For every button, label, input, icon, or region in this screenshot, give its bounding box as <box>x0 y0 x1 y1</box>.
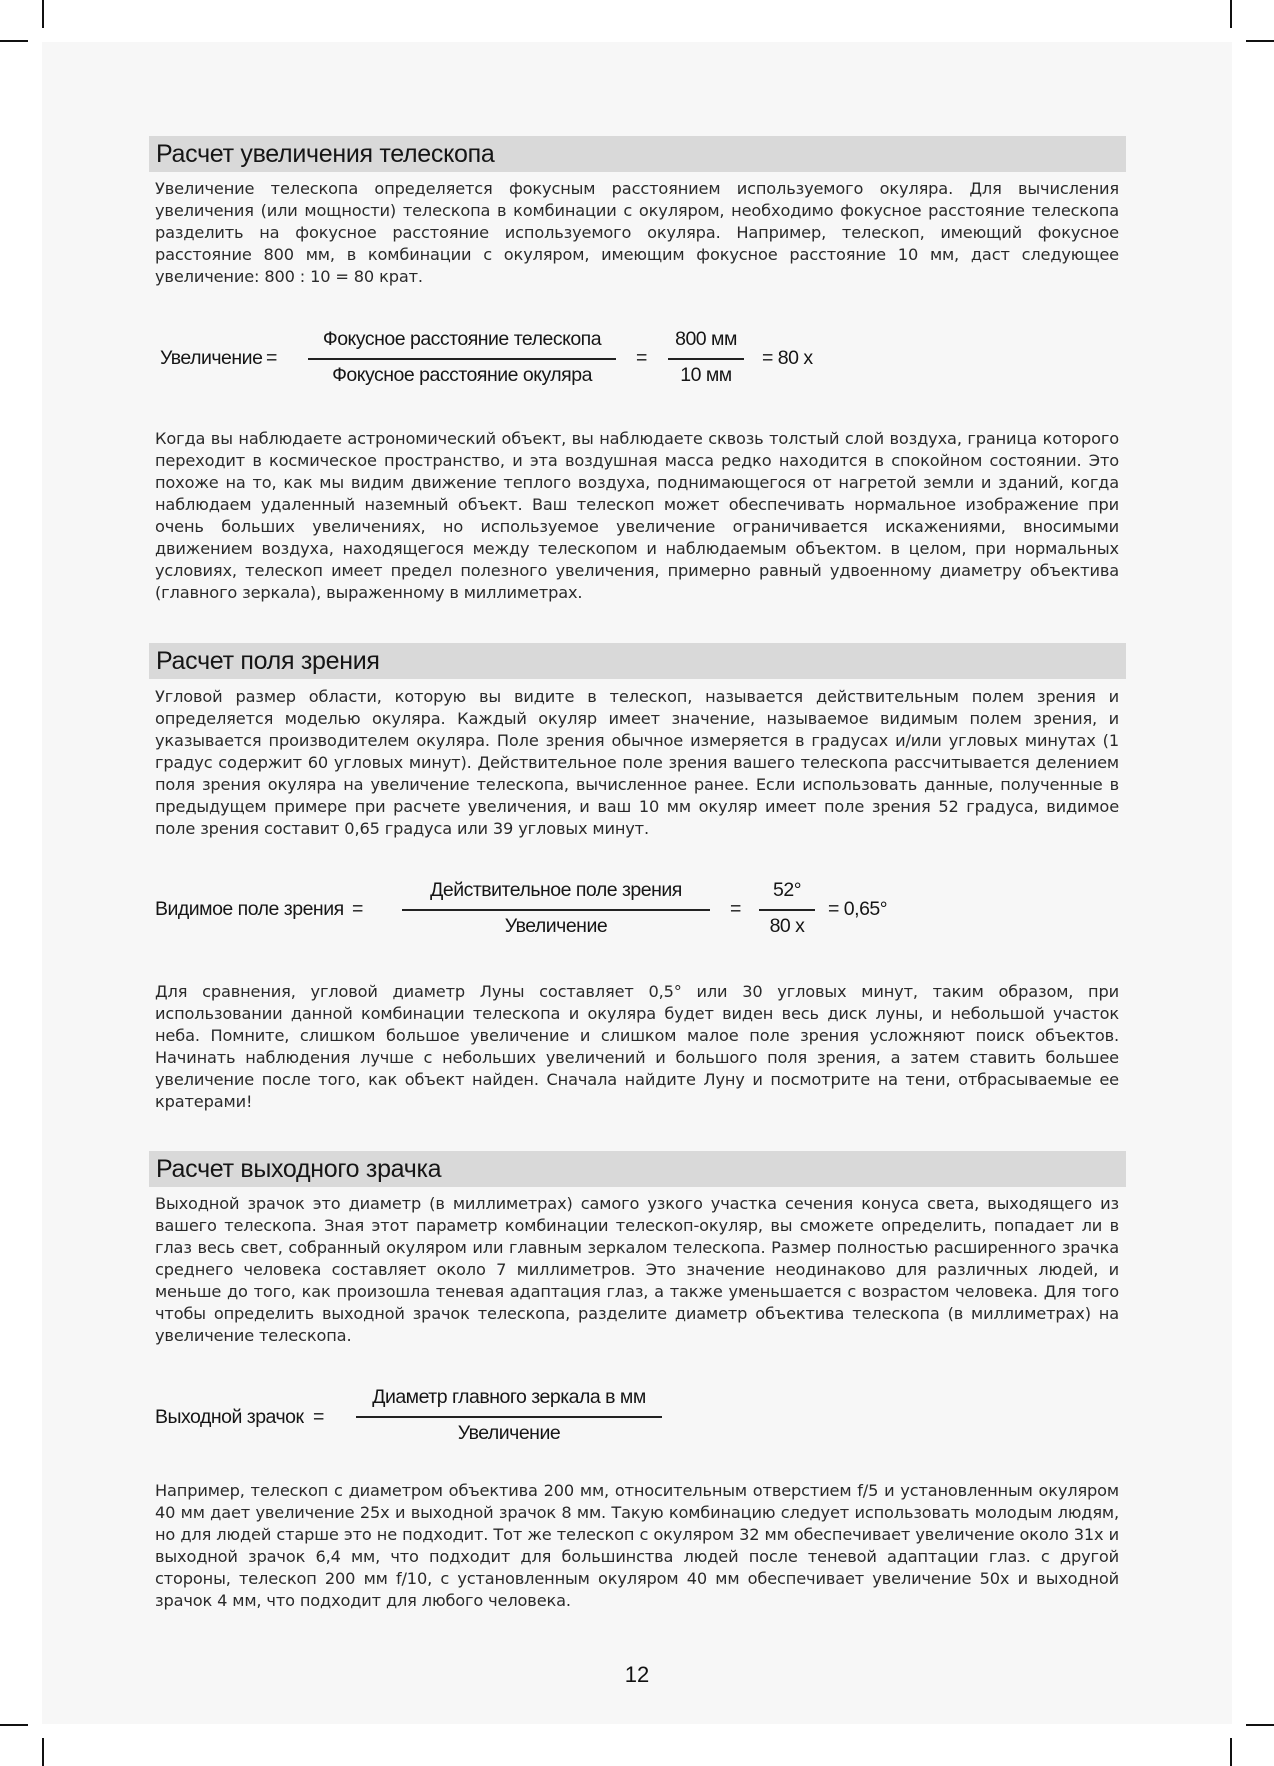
fraction-bar <box>356 1416 662 1418</box>
formula-denominator: Увеличение <box>457 1422 561 1444</box>
formula-label: Увеличение <box>160 347 263 369</box>
formula-equals: = <box>352 898 363 920</box>
formula-result: = 0,65° <box>828 898 888 920</box>
formula-equals: = <box>313 1406 324 1428</box>
formula-label: Видимое поле зрения <box>155 898 344 920</box>
fraction-bar <box>668 358 744 360</box>
crop-mark-bottom-left-h <box>0 1724 28 1726</box>
crop-mark-top-left-v <box>42 0 44 28</box>
crop-mark-top-right-v <box>1230 0 1232 28</box>
crop-mark-top-right-h <box>1246 40 1274 42</box>
example-numerator: 800 мм <box>675 328 737 350</box>
section-title-field-of-view: Расчет поля зрения <box>149 643 1126 679</box>
example-denominator: 10 мм <box>680 364 732 386</box>
crop-mark-bottom-left-v <box>42 1738 44 1766</box>
example-numerator: 52° <box>773 879 801 901</box>
page-number: 12 <box>624 1662 650 1687</box>
crop-mark-bottom-right-v <box>1230 1738 1232 1766</box>
fraction-bar <box>759 909 815 911</box>
paragraph-exit-pupil-example: Например, телескоп с диаметром объектива 200 мм, относительным отверстием f/5 и установленным окуляром 40 мм дает увеличение 25х и выходной зрачок 8 мм. Такую комбинацию следует использовать молодым людям, но для людей старше это не подходит. Тот же телескоп с окуляром 32 мм обеспечивает увеличение около 31х и выходной зрачок 6,4 мм, что подходит для большинства людей после теневой адаптации глаз. с другой стороны, телескоп 200 мм f/10, с установленным окуляром 40 мм обеспечивает увеличение 50х и выходной зрачок 4 мм, что подходит для любого человека. <box>155 1481 1119 1610</box>
example-denominator: 80 x <box>769 915 805 937</box>
paragraph-field-of-view: Угловой размер области, которую вы видите в телескоп, называется действительным полем зрения и определяется моделью окуляра. Каждый окуляр имеет значение, называемое видимым полем зрения, и указывается производителем окуляра. Поле зрения обычное измеряется в градусах и/или угловых минутах (1 градус содержит 60 угловых минут). Действительное поле зрения вашего телескопа рассчитывается делением поля зрения окуляра на увеличение телескопа, вычисленное ранее. Если использовать данные, полученные в предыдущем примере при расчете увеличения, и ваш 10 мм окуляр имеет поле зрения 52 градуса, видимое поле зрения составит 0,65 градуса или 39 угловых минут. <box>155 687 1119 838</box>
formula-denominator: Увеличение <box>504 915 608 937</box>
formula-label: Выходной зрачок <box>155 1406 304 1428</box>
formula-denominator: Фокусное расстояние окуляра <box>332 364 592 386</box>
fraction-bar <box>308 358 616 360</box>
formula-result: = 80 x <box>762 347 813 369</box>
formula-equals: = <box>730 898 741 920</box>
formula-numerator: Диаметр главного зеркала в мм <box>372 1386 646 1408</box>
formula-numerator: Действительное поле зрения <box>430 879 682 901</box>
formula-equals: = <box>266 347 277 369</box>
paragraph-moon-comparison: Для сравнения, угловой диаметр Луны составляет 0,5° или 30 угловых минут, таким образом, при использовании данной комбинации телескопа и окуляра будет виден весь диск луны, и небольшой участок неба. Помните, слишком большое увеличение и слишком малое поле зрения усложняют поиск объектов. Начинать наблюдения лучше с небольших увеличений и большого поля зрения, а затем ставить большее увеличение после того, как объект найден. Сначала найдите Луну и посмотрите на тени, отбрасываемые ее кратерами! <box>155 982 1119 1111</box>
section-title-exit-pupil: Расчет выходного зрачка <box>149 1151 1126 1187</box>
paragraph-air-turbulence: Когда вы наблюдаете астрономический объект, вы наблюдаете сквозь толстый слой воздуха, граница которого переходит в космическое пространство, и эта воздушная масса редко находится в спокойном состоянии. Это похоже на то, как мы видим движение теплого воздуха, поднимающегося от нагретой земли и зданий, когда наблюдаем удаленный наземный объект. Ваш телескоп может обеспечивать нормальное изображение при очень больших увеличениях, но используемое увеличение ограничивается искажениями, вносимыми движением воздуха, находящегося между телескопом и наблюдаемым объектом. в целом, при нормальных условиях, телескоп имеет предел полезного увеличения, примерно равный удвоенному диаметру объектива (главного зеркала), выраженному в миллиметрах. <box>155 429 1119 602</box>
formula-numerator: Фокусное расстояние телескопа <box>322 328 602 350</box>
paragraph-exit-pupil: Выходной зрачок это диаметр (в миллиметрах) самого узкого участка сечения конуса света, выходящего из вашего телескопа. Зная этот параметр комбинации телескоп-окуляр, вы сможете определить, попадает ли в глаз весь свет, собранный окуляром или главным зеркалом телескопа. Размер полностью расширенного зрачка среднего человека составляет около 7 миллиметров. Это значение неодинаково для различных людей, и меньше до того, как произошла теневая адаптация глаз, а также уменьшается с возрастом человека. Для того чтобы определить выходной зрачок телескопа, разделите диаметр объектива телескопа (в миллиметрах) на увеличение телескопа. <box>155 1194 1119 1345</box>
fraction-bar <box>402 909 710 911</box>
formula-equals: = <box>636 347 647 369</box>
paragraph-magnification-intro: Увеличение телескопа определяется фокусным расстоянием используемого окуляра. Для вычисления увеличения (или мощности) телескопа в комбинации с окуляром, необходимо фокусное расстояние телескопа разделить на фокусное расстояние используемого окуляра. Например, телескоп, имеющий фокусное расстояние 800 мм, в комбинации с окуляром, имеющим фокусное расстояние 10 мм, даст следующее увеличение: 800 : 10 = 80 крат. <box>155 179 1119 286</box>
crop-mark-top-left-h <box>0 40 28 42</box>
crop-mark-bottom-right-h <box>1246 1724 1274 1726</box>
section-title-magnification: Расчет увеличения телескопа <box>149 136 1126 172</box>
